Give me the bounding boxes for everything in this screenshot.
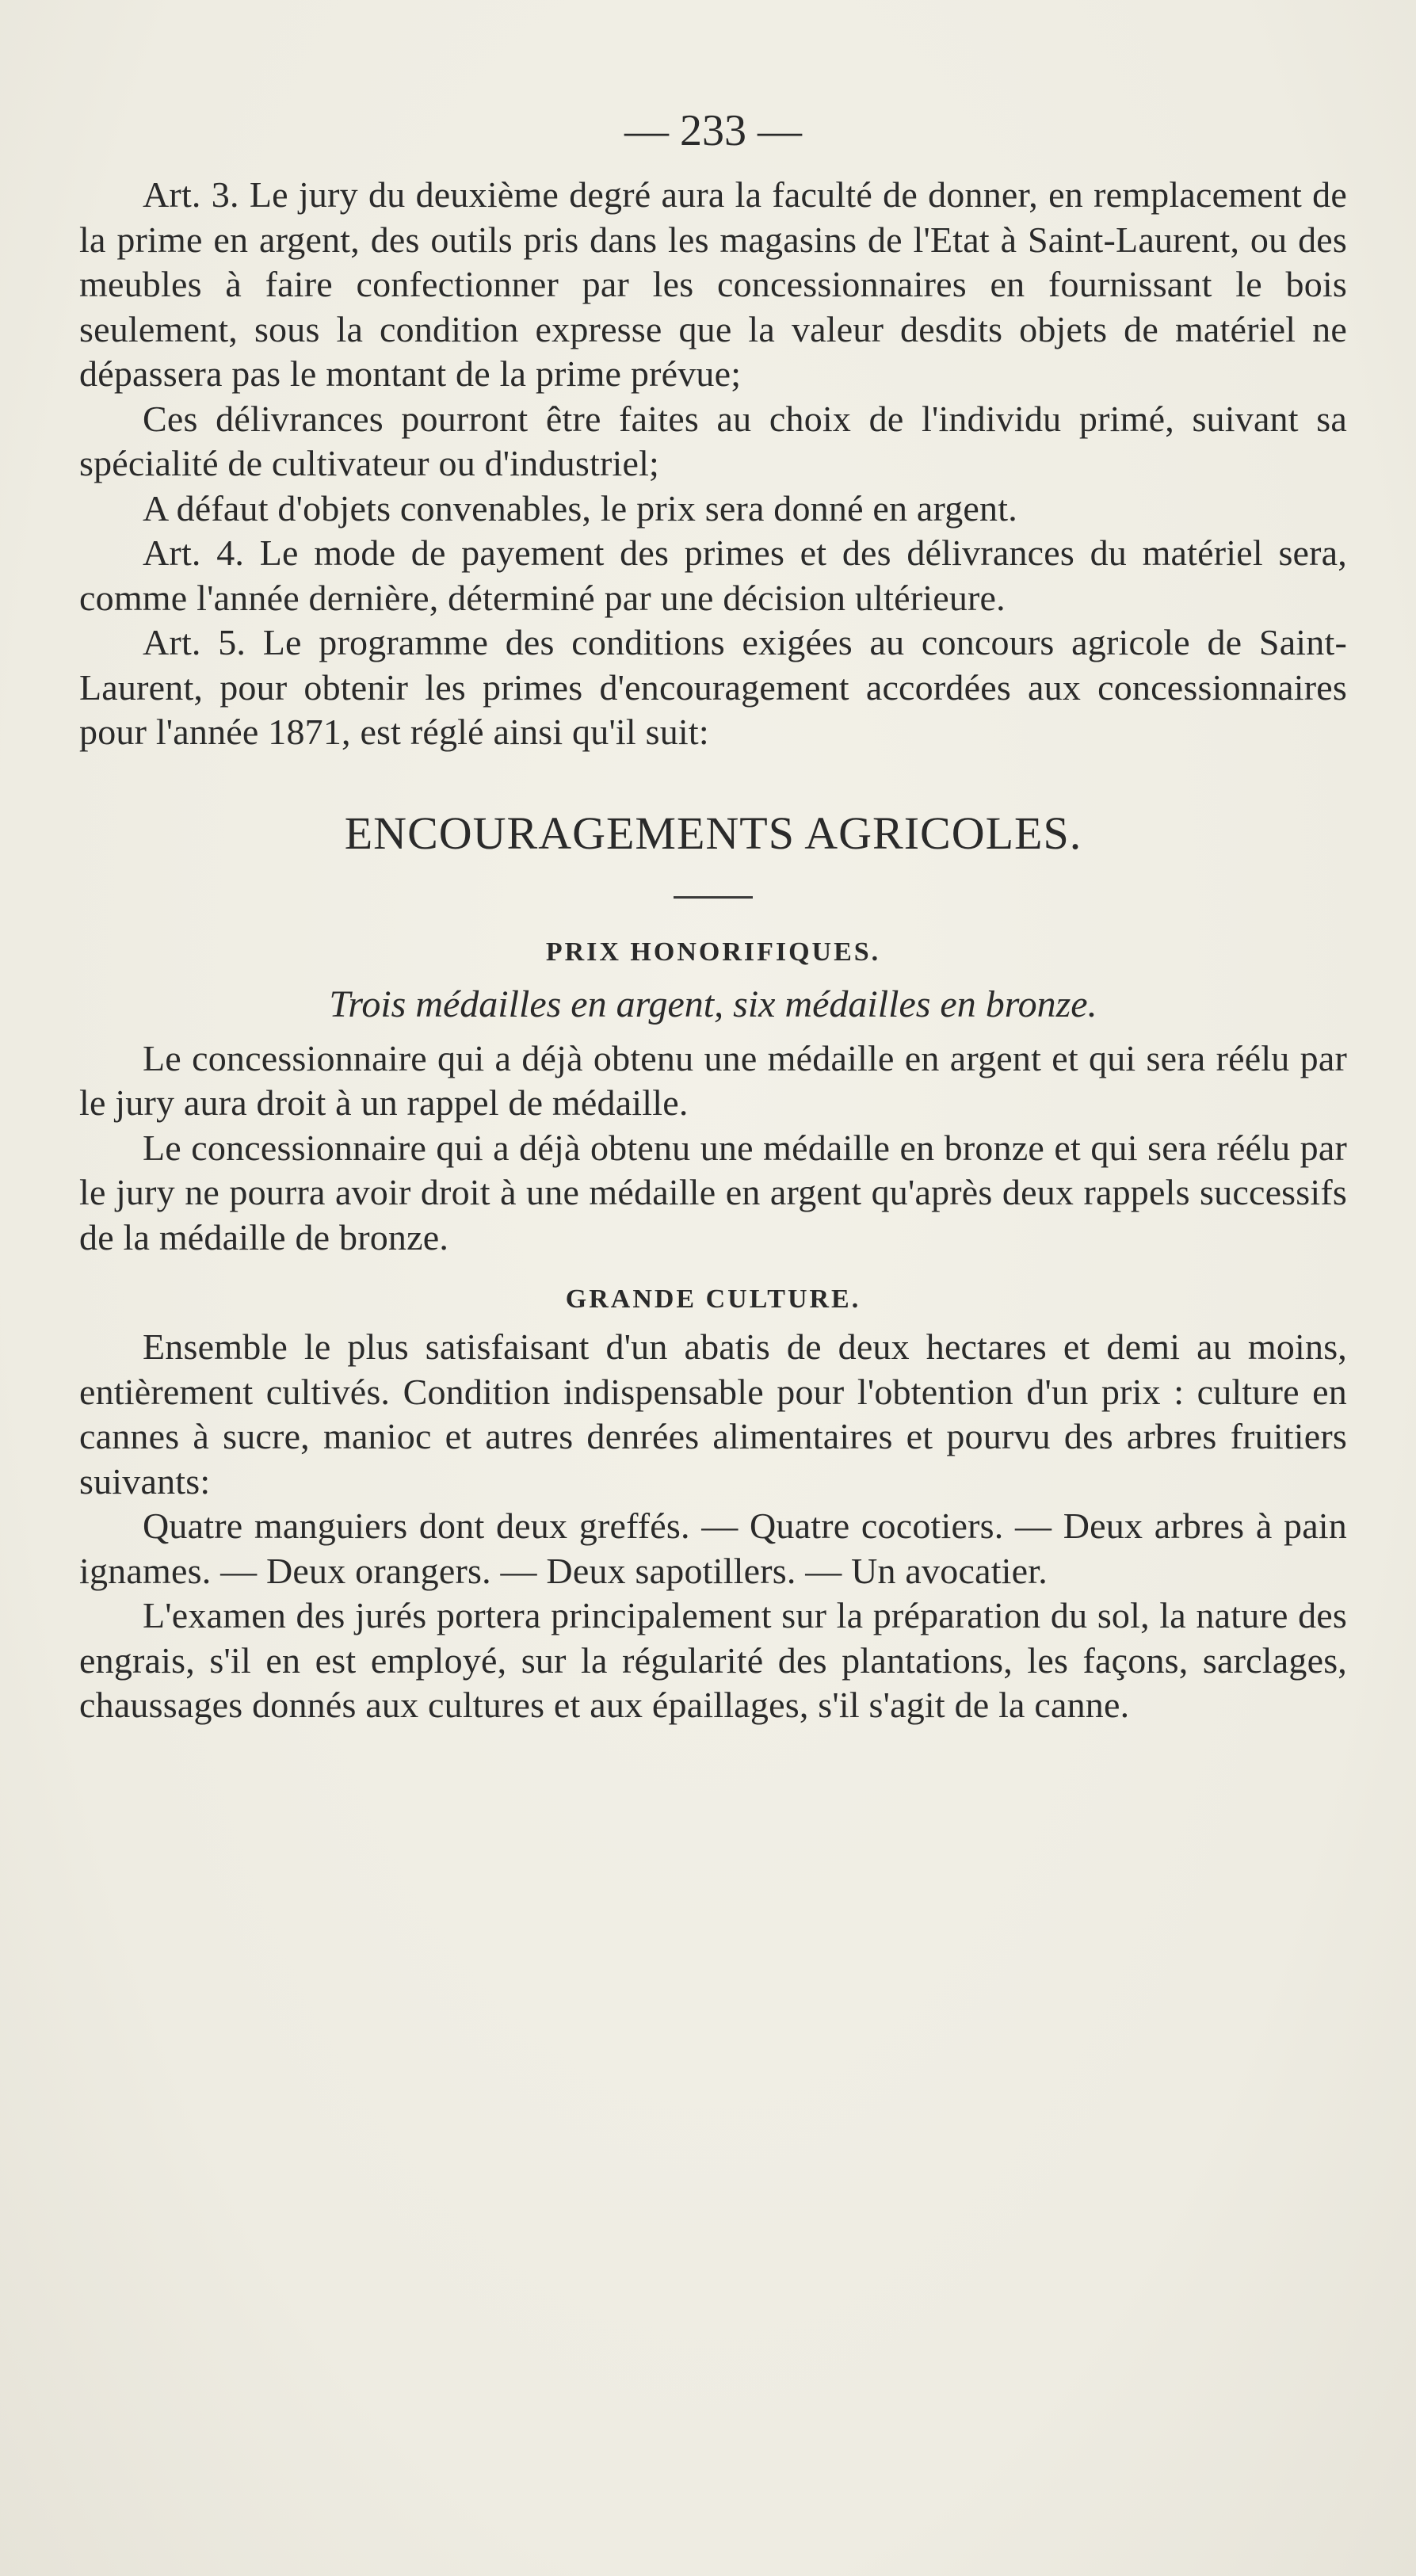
paragraph-examen: L'examen des jurés portera principalement sur la préparation du sol, la nature des engrais, s'il en est employé, sur la régularité des plantations, les façons, sarclages, chaussages donnés aux cultures et aux épaillages, s'il s'agit de la canne. [79,1595,1347,1725]
title-divider [674,896,753,899]
sub-heading-prix-honorifiques: PRIX HONORIFIQUES. [545,937,881,967]
paragraph-art-5: Art. 5. Le programme des conditions exigées au concours agricole de Saint-Laurent, pour obtenir les primes d'encouragement accordées aux concessionnaires pour l'année 1871, est réglé ainsi qu'il suit: [79,622,1347,752]
sub-heading-grande-culture: GRANDE CULTURE. [565,1284,861,1314]
medals-line: Trois médailles en argent, six médailles en bronze. [329,983,1097,1025]
paragraph-medaille-bronze: Le concessionnaire qui a déjà obtenu une médaille en bronze et qui sera réélu par le jury ne pourra avoir droit à une médaille en argent qu'après deux rappels successifs de la médaille de bronze. [79,1127,1347,1257]
section-title: ENCOURAGEMENTS AGRICOLES. [344,807,1082,859]
paragraph-delivrances: Ces délivrances pourront être faites au choix de l'individu primé, suivant sa spécialité de cultivateur ou d'industriel; [79,398,1347,483]
paragraph-ensemble: Ensemble le plus satisfaisant d'un abatis de deux hectares et demi au moins, entièrement cultivés. Condition indispensable pour l'obtention d'un prix : culture en cannes à sucre, manioc et autres denrées alimentaires et pourvu des arbres fruitiers suivants: [79,1326,1347,1502]
paragraph-medaille-argent: Le concessionnaire qui a déjà obtenu une médaille en argent et qui sera réélu par le jury aura droit à un rappel de médaille. [79,1037,1347,1123]
paragraph-arbres: Quatre manguiers dont deux greffés. — Quatre cocotiers. — Deux arbres à pain ignames. — Deux orangers. — Deux sapotillers. — Un avocatier. [79,1506,1347,1591]
text-column [79,103,1347,1728]
paragraph-a-defaut: A défaut d'objets convenables, le prix sera donné en argent. [143,487,1017,529]
paragraph-art-3: Art. 3. Le jury du deuxième degré aura la faculté de donner, en remplacement de la prime en argent, des outils pris dans les magasins de l'Etat à Saint-Laurent, ou des meubles à faire confectionner par les concessionnaires en fournissant le bois seulement, sous la condition expresse que la valeur desdits objets de matériel ne dépassera pas le montant de la prime prévue; [79,174,1347,394]
paragraph-art-4: Art. 4. Le mode de payement des primes et des délivrances du matériel sera, comme l'année dernière, déterminé par une décision ultérieure. [79,532,1347,618]
page-number: — 233 — [624,106,802,155]
